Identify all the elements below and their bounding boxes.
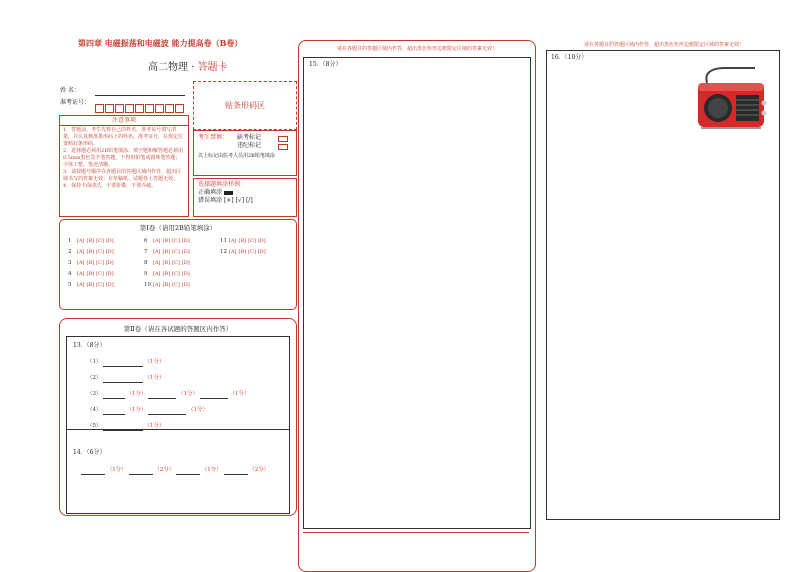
choice-row-8 (144, 259, 192, 268)
q13-1-answer-blank[interactable] (103, 366, 143, 367)
choice-bubble-7-3[interactable]: [D] (181, 249, 190, 255)
subject-heading (148, 58, 228, 73)
q13-3-answer-blank-c[interactable] (200, 398, 228, 399)
choice-bubble-7-2[interactable]: [C] (172, 249, 180, 255)
radio-illustration (693, 65, 771, 133)
q14-answer-blank-4[interactable] (224, 474, 248, 475)
q14-score-4: （2分） (249, 467, 270, 473)
choice-bubble-11-2[interactable]: [C] (248, 238, 256, 244)
q13-5-score: （1分） (144, 423, 165, 429)
q16-answer-area[interactable] (546, 50, 780, 520)
q13-row-4-number: （4） (87, 407, 102, 413)
notice-item-1: 1．答题前，考生先将自己的姓名、准考证号填写清楚，并认真核准条形码上的姓名、准考证号，在规定位置贴好条形码。 (63, 127, 184, 147)
choice-number: 2 (68, 249, 72, 255)
q13-3-answer-blank-b[interactable] (148, 398, 176, 399)
q13-2-score: （1分） (144, 375, 165, 381)
q13-3-score-a: （1分） (126, 391, 147, 397)
choice-row-1 (68, 237, 116, 246)
barcode-label: 贴条形码区 (225, 101, 265, 110)
choice-bubble-7-1[interactable]: [B] (162, 249, 171, 255)
choice-bubble-8-3[interactable]: [D] (181, 260, 190, 266)
choice-bubble-9-3[interactable]: [D] (181, 271, 190, 277)
correct-fill-label: 正确填涂 (198, 189, 223, 196)
choice-bubble-12-1[interactable]: [B] (238, 249, 247, 255)
q13-row-1 (87, 357, 165, 367)
q14-answer-blank-1[interactable] (81, 474, 105, 475)
choice-bubble-7-0[interactable]: [A] (153, 249, 161, 255)
choice-bubble-12-0[interactable]: [A] (229, 249, 237, 255)
choice-bubble-6-3[interactable]: [D] (181, 238, 190, 244)
correct-fill-mark (224, 191, 233, 195)
prohibit-note: 以上标记由监考人员用2B铅笔填涂 (198, 153, 275, 159)
choice-bubble-6-1[interactable]: [B] (162, 238, 171, 244)
choice-bubble-5-3[interactable]: [D] (105, 282, 114, 288)
choice-row-12 (220, 248, 268, 257)
notice-box (59, 115, 189, 217)
choice-bubble-10-1[interactable]: [B] (162, 282, 171, 288)
choice-row-3 (68, 259, 116, 268)
notice-item-2: 2．选择题必须用2B铅笔填涂；填空题和解答题必须用0.5mm黑色签字笔答题，不得用铅笔或圆珠笔答题；字体工整、笔迹清晰。 (63, 148, 184, 168)
choice-bubble-3-3[interactable]: [D] (105, 260, 114, 266)
choice-row-4 (68, 270, 116, 279)
choice-bubble-5-0[interactable]: [A] (77, 282, 85, 288)
q13-row-3-number: （3） (87, 391, 102, 397)
notice-title: 注意事项 (60, 116, 188, 126)
q13-row-2-number: （2） (87, 375, 102, 381)
choice-row-2 (68, 248, 116, 257)
answer-card-label: 答题卡 (197, 62, 228, 73)
choice-bubble-6-2[interactable]: [C] (172, 238, 180, 244)
choice-bubble-8-2[interactable]: [C] (172, 260, 180, 266)
choice-bubble-4-3[interactable]: [D] (105, 271, 114, 277)
q13-4-score-a: （1分） (126, 407, 147, 413)
choice-row-7 (144, 248, 192, 257)
choice-bubble-10-2[interactable]: [C] (172, 282, 180, 288)
part2-box (59, 318, 297, 516)
id-label: 准考证号： (60, 99, 91, 106)
notice-item-4: 4．保持卡面清洁，不要折叠、不要弄破。 (63, 183, 157, 189)
choice-bubble-10-0[interactable]: [A] (153, 282, 161, 288)
choice-bubble-10-3[interactable]: [D] (181, 282, 190, 288)
q15-answer-area[interactable] (303, 57, 531, 529)
q13-row-3 (87, 389, 250, 399)
choice-bubble-8-0[interactable]: [A] (153, 260, 161, 266)
choice-bubble-4-1[interactable]: [B] (86, 271, 95, 277)
q13-row-2 (87, 373, 165, 383)
wrong-fill-marks: [×] [√] [/] (223, 197, 253, 204)
choice-bubble-4-2[interactable]: [C] (96, 271, 104, 277)
exam-title: 第四章 电磁振荡和电磁波 能力提高卷（B卷） (78, 38, 243, 48)
choice-bubble-9-2[interactable]: [C] (172, 271, 180, 277)
column2-bottom-divider (303, 532, 529, 533)
q16-title: 16．（10分） (551, 54, 588, 61)
column2-frame (298, 40, 536, 572)
part1-title: 第Ⅰ卷（请用2B铅笔填涂） (139, 224, 217, 232)
q13-row-5-number: （5） (87, 423, 102, 429)
absent-checkbox[interactable] (278, 136, 288, 142)
q13-4-score-b: （1分） (188, 407, 208, 413)
choice-bubble-3-2[interactable]: [C] (96, 260, 104, 266)
choice-number: 9 (144, 271, 148, 277)
q14-score-3: （1分） (201, 467, 222, 473)
choice-number: 3 (68, 260, 72, 266)
choice-bubble-3-1[interactable]: [B] (86, 260, 95, 266)
name-field[interactable] (95, 95, 185, 96)
choice-row-5 (68, 281, 116, 290)
fill-sample-title: 选择题填涂样例： (198, 181, 247, 188)
q14-row (81, 465, 269, 475)
q13-5-answer-blank[interactable] (103, 430, 143, 431)
choice-number: 10 (144, 282, 151, 288)
part1-answer-grid (68, 237, 296, 295)
choice-bubble-4-0[interactable]: [A] (77, 271, 85, 277)
choice-bubble-9-1[interactable]: [B] (162, 271, 171, 277)
q13-3-score-b: （1分） (178, 391, 198, 397)
choice-number: 8 (144, 260, 148, 266)
fill-sample-box (193, 178, 297, 217)
choice-bubble-6-0[interactable]: [A] (153, 238, 161, 244)
choice-bubble-1-1[interactable]: [B] (86, 238, 95, 244)
prohibit-label: 考生禁填： (198, 134, 229, 141)
choice-row-10 (144, 281, 192, 290)
violation-checkbox[interactable] (278, 144, 288, 150)
wrong-fill-label: 错误填涂 (198, 197, 223, 204)
q13-2-answer-blank[interactable] (103, 382, 143, 383)
barcode-area (193, 81, 297, 130)
column3-notice: 请在各题目的答题区域内作答，超出黑色矩形边框限定区域的答案无效！ (583, 42, 744, 48)
violation-label: 违纪标记 (237, 142, 262, 149)
choice-bubble-9-0[interactable]: [A] (153, 271, 161, 277)
subject-separator: · (191, 62, 195, 73)
choice-bubble-2-1[interactable]: [B] (86, 249, 95, 255)
q14-score-1: （1分） (106, 467, 127, 473)
choice-bubble-1-2[interactable]: [C] (96, 238, 104, 244)
choice-bubble-5-2[interactable]: [C] (96, 282, 104, 288)
choice-bubble-12-2[interactable]: [C] (248, 249, 256, 255)
part2-title: 第Ⅱ卷（请在各试题的答题区内作答） (123, 325, 233, 333)
choice-bubble-1-0[interactable]: [A] (77, 238, 85, 244)
choice-bubble-3-0[interactable]: [A] (77, 260, 85, 266)
q13-title: 13．（8分） (73, 342, 106, 349)
choice-row-9 (144, 270, 192, 279)
q13-row-4 (87, 405, 208, 415)
choice-bubble-11-3[interactable]: [D] (257, 238, 266, 244)
q13-4-answer-blank-a[interactable] (103, 414, 125, 415)
choice-bubble-11-1[interactable]: [B] (238, 238, 247, 244)
choice-bubble-2-2[interactable]: [C] (96, 249, 104, 255)
q13-row-1-number: （1） (87, 359, 102, 365)
choice-number: 11 (220, 238, 227, 244)
choice-bubble-11-0[interactable]: [A] (229, 238, 237, 244)
choice-number: 1 (68, 238, 72, 244)
choice-bubble-8-1[interactable]: [B] (162, 260, 171, 266)
q14-title: 14．（6分） (73, 449, 106, 456)
q13-3-answer-blank-a[interactable] (103, 398, 125, 399)
q13-1-score: （1分） (144, 359, 165, 365)
exam-prohibit-box (193, 130, 297, 176)
notice-item-3: 3．请按题号顺序在各题目的答题区域内作答，超出区域书写的答案无效；在草稿纸、试题卷上答题无效。 (63, 169, 182, 182)
q15-title: 15．（8分） (309, 61, 342, 68)
choice-number: 4 (68, 271, 72, 277)
q14-answer-blank-2[interactable] (129, 474, 153, 475)
q13-4-answer-blank-b[interactable] (148, 414, 186, 415)
column2-notice: 请在各题目的答题区域内作答，超出黑色矩形边框限定区域的答案无效！ (336, 46, 497, 52)
choice-number: 12 (220, 249, 227, 255)
q13-3-score-c: （1分） (229, 391, 250, 397)
choice-bubble-1-3[interactable]: [D] (105, 238, 114, 244)
q13-q14-divider (67, 429, 289, 430)
name-label: 姓 名： (60, 87, 80, 94)
absent-label: 缺考标记 (237, 134, 262, 141)
choice-row-6 (144, 237, 192, 246)
choice-bubble-5-1[interactable]: [B] (86, 282, 95, 288)
choice-bubble-12-3[interactable]: [D] (257, 249, 266, 255)
choice-number: 6 (144, 238, 148, 244)
choice-number: 7 (144, 249, 148, 255)
subject-name: 高二物理 (148, 62, 188, 73)
choice-row-11 (220, 237, 268, 246)
part1-box (59, 219, 297, 310)
choice-number: 5 (68, 282, 72, 288)
choice-bubble-2-0[interactable]: [A] (77, 249, 85, 255)
q14-score-2: （2分） (154, 467, 175, 473)
choice-bubble-2-3[interactable]: [D] (105, 249, 114, 255)
q14-answer-blank-3[interactable] (176, 474, 200, 475)
